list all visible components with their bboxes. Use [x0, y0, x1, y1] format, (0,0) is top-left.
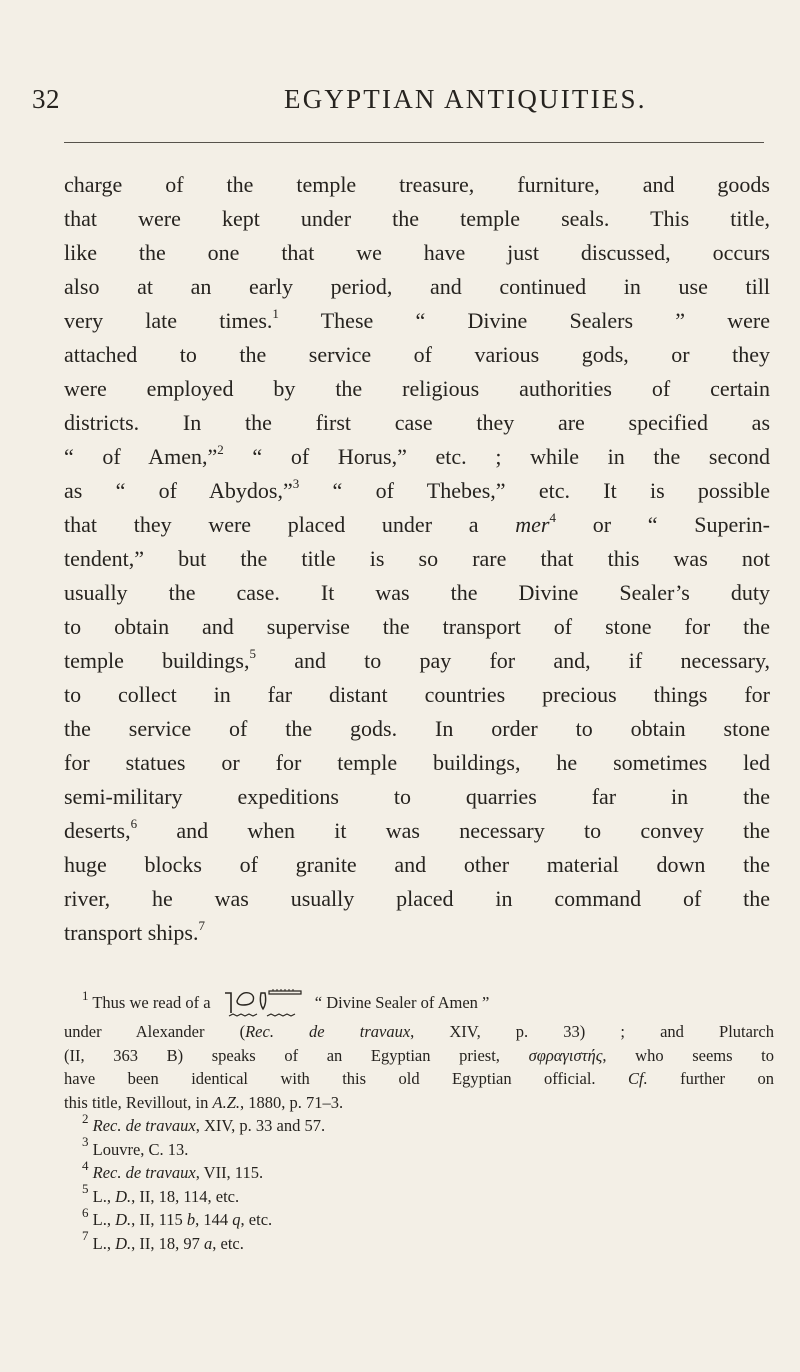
text-fragment: a: [204, 1233, 213, 1253]
footnote-line: [64, 1091, 774, 1115]
text-fragment: this title, Revillout, in: [64, 1092, 209, 1112]
text-fragment: and when it was necessary to convey the: [176, 818, 771, 843]
text-fragment: deserts,: [64, 818, 131, 843]
text-line: river, he was usually placed in command of the: [64, 886, 770, 911]
text-fragment: temple buildings,: [64, 648, 250, 673]
body-text: [64, 168, 770, 950]
text-line: [64, 508, 770, 542]
text-fragment: , etc.: [212, 1233, 244, 1253]
text-line: [64, 644, 770, 678]
text-fragment: , II, 18, 97: [131, 1233, 200, 1253]
footnote-ref: 2: [217, 441, 224, 457]
footnote-ref: 3: [292, 475, 300, 491]
footnote-line: [64, 1020, 774, 1044]
text-line: to obtain and supervise the transport of stone for the: [64, 614, 770, 639]
footnote-ref: 5: [249, 645, 256, 661]
text-fragment: that they were placed under a: [64, 512, 479, 537]
text-line: to collect in far distant countries precious things for: [64, 682, 770, 707]
text-line: like the one that we have just discussed, occurs: [64, 240, 770, 265]
text-line: also at an early period, and continued in use till: [64, 274, 770, 299]
text-fragment: Louvre, C. 13.: [92, 1139, 189, 1159]
text-fragment: “ of Amen,”: [64, 444, 218, 469]
text-fragment: (II, 363 B) speaks of an Egyptian priest,: [64, 1045, 500, 1065]
text-fragment: further on: [680, 1069, 774, 1088]
text-fragment: , II, 18, 114, etc.: [131, 1186, 240, 1206]
text-line: districts. In the first case they are specified as: [64, 410, 770, 435]
text-fragment: under Alexander (: [64, 1022, 246, 1041]
text-fragment: These “ Divine Sealers ” were: [320, 308, 770, 333]
text-line: usually the case. It was the Divine Sealer’s duty: [64, 580, 770, 605]
text-fragment: “ of Horus,” etc. ; while in the second: [252, 444, 771, 469]
footnote-number: 5: [82, 1181, 89, 1196]
citation-title: D.: [115, 1233, 132, 1253]
footnote-line: [64, 1067, 774, 1091]
footnote-7: [64, 1228, 774, 1256]
footnote-6: [64, 1204, 774, 1232]
footnote-ref: 4: [549, 509, 556, 525]
footnote-line: [64, 1044, 774, 1068]
page-header: [32, 84, 772, 124]
footnote-number: 4: [82, 1157, 89, 1173]
footnote-1: [64, 986, 774, 1020]
text-fragment: , who seems to: [602, 1045, 775, 1065]
hieroglyph-icon: [223, 989, 303, 1019]
text-fragment: and to pay for and, if necessary,: [294, 648, 771, 673]
egyptian-term: mer: [515, 512, 550, 537]
footnote-number: 1: [82, 987, 89, 1003]
text-line: [64, 814, 770, 848]
text-line: [64, 474, 770, 508]
footnote-2: [64, 1110, 774, 1138]
text-fragment: , 144: [195, 1210, 229, 1229]
citation-title: Rec. de travaux: [245, 1022, 411, 1041]
citation-title: Rec. de travaux: [92, 1116, 196, 1135]
citation-title: D.: [115, 1186, 132, 1206]
footnote-5: [64, 1181, 774, 1209]
footnote-number: 2: [82, 1110, 89, 1126]
text-fragment: , II, 115: [131, 1210, 183, 1229]
footnote-number: 6: [82, 1204, 89, 1220]
text-fragment: q: [232, 1210, 241, 1229]
text-line: for statues or for temple buildings, he sometimes led: [64, 750, 770, 775]
text-fragment: as: [64, 478, 83, 503]
text-line: [64, 916, 770, 950]
footnote-ref: 7: [198, 917, 205, 933]
footnotes: [64, 986, 774, 1255]
text-fragment: , 1880, p. 71–3.: [240, 1092, 344, 1112]
text-fragment: , XIV, p. 33 and 57.: [195, 1116, 326, 1135]
page-number: 32: [32, 84, 60, 114]
text-fragment: , VII, 115.: [195, 1163, 264, 1182]
text-line: semi-military expeditions to quarries far in the: [64, 784, 770, 809]
citation-title: A.Z.: [212, 1092, 241, 1112]
text-line: [64, 304, 770, 338]
text-fragment: very late times.: [64, 308, 273, 333]
running-title: EGYPTIAN ANTIQUITIES.: [284, 84, 647, 114]
text-line: [64, 440, 770, 474]
text-fragment: L.,: [92, 1210, 111, 1229]
text-fragment: , XIV, p. 33) ; and Plutarch: [410, 1022, 775, 1041]
footnote-number: 7: [82, 1228, 89, 1243]
text-line: tendent,” but the title is so rare that this was not: [64, 546, 770, 571]
header-rule: [64, 142, 764, 143]
footnote-ref: 6: [130, 815, 138, 831]
text-fragment: or “ Superin-: [592, 512, 771, 537]
text-fragment: Thus we read of a: [92, 993, 211, 1012]
text-fragment: , etc.: [240, 1210, 273, 1229]
text-line: that were kept under the temple seals. This title,: [64, 206, 770, 231]
text-fragment: L.,: [92, 1186, 111, 1206]
footnote-number: 3: [82, 1134, 89, 1149]
text-fragment: b: [186, 1210, 196, 1229]
footnote-ref: 1: [272, 305, 279, 321]
footnote-4: [64, 1157, 774, 1185]
citation-abbrev: Cf.: [627, 1069, 648, 1088]
text-fragment: L.,: [92, 1233, 111, 1253]
text-line: huge blocks of granite and other material down the: [64, 852, 770, 877]
text-fragment: “ of Thebes,” etc. It is possible: [332, 478, 771, 503]
text-line: attached to the service of various gods, or they: [64, 342, 770, 367]
citation-title: Rec. de travaux: [92, 1163, 196, 1182]
text-fragment: “ Divine Sealer of Amen ”: [314, 993, 490, 1012]
footnote-3: [64, 1134, 774, 1162]
text-fragment: transport ships.: [64, 920, 199, 945]
text-line: charge of the temple treasure, furniture, and goods: [64, 172, 770, 197]
citation-title: D.: [115, 1210, 132, 1229]
text-line: were employed by the religious authorities of certain: [64, 376, 770, 401]
text-fragment: “ of Abydos,”: [115, 478, 293, 503]
greek-term: σφραγιστής: [528, 1045, 603, 1065]
text-line: the service of the gods. In order to obtain stone: [64, 716, 770, 741]
text-fragment: have been identical with this old Egyptian official.: [64, 1069, 596, 1088]
